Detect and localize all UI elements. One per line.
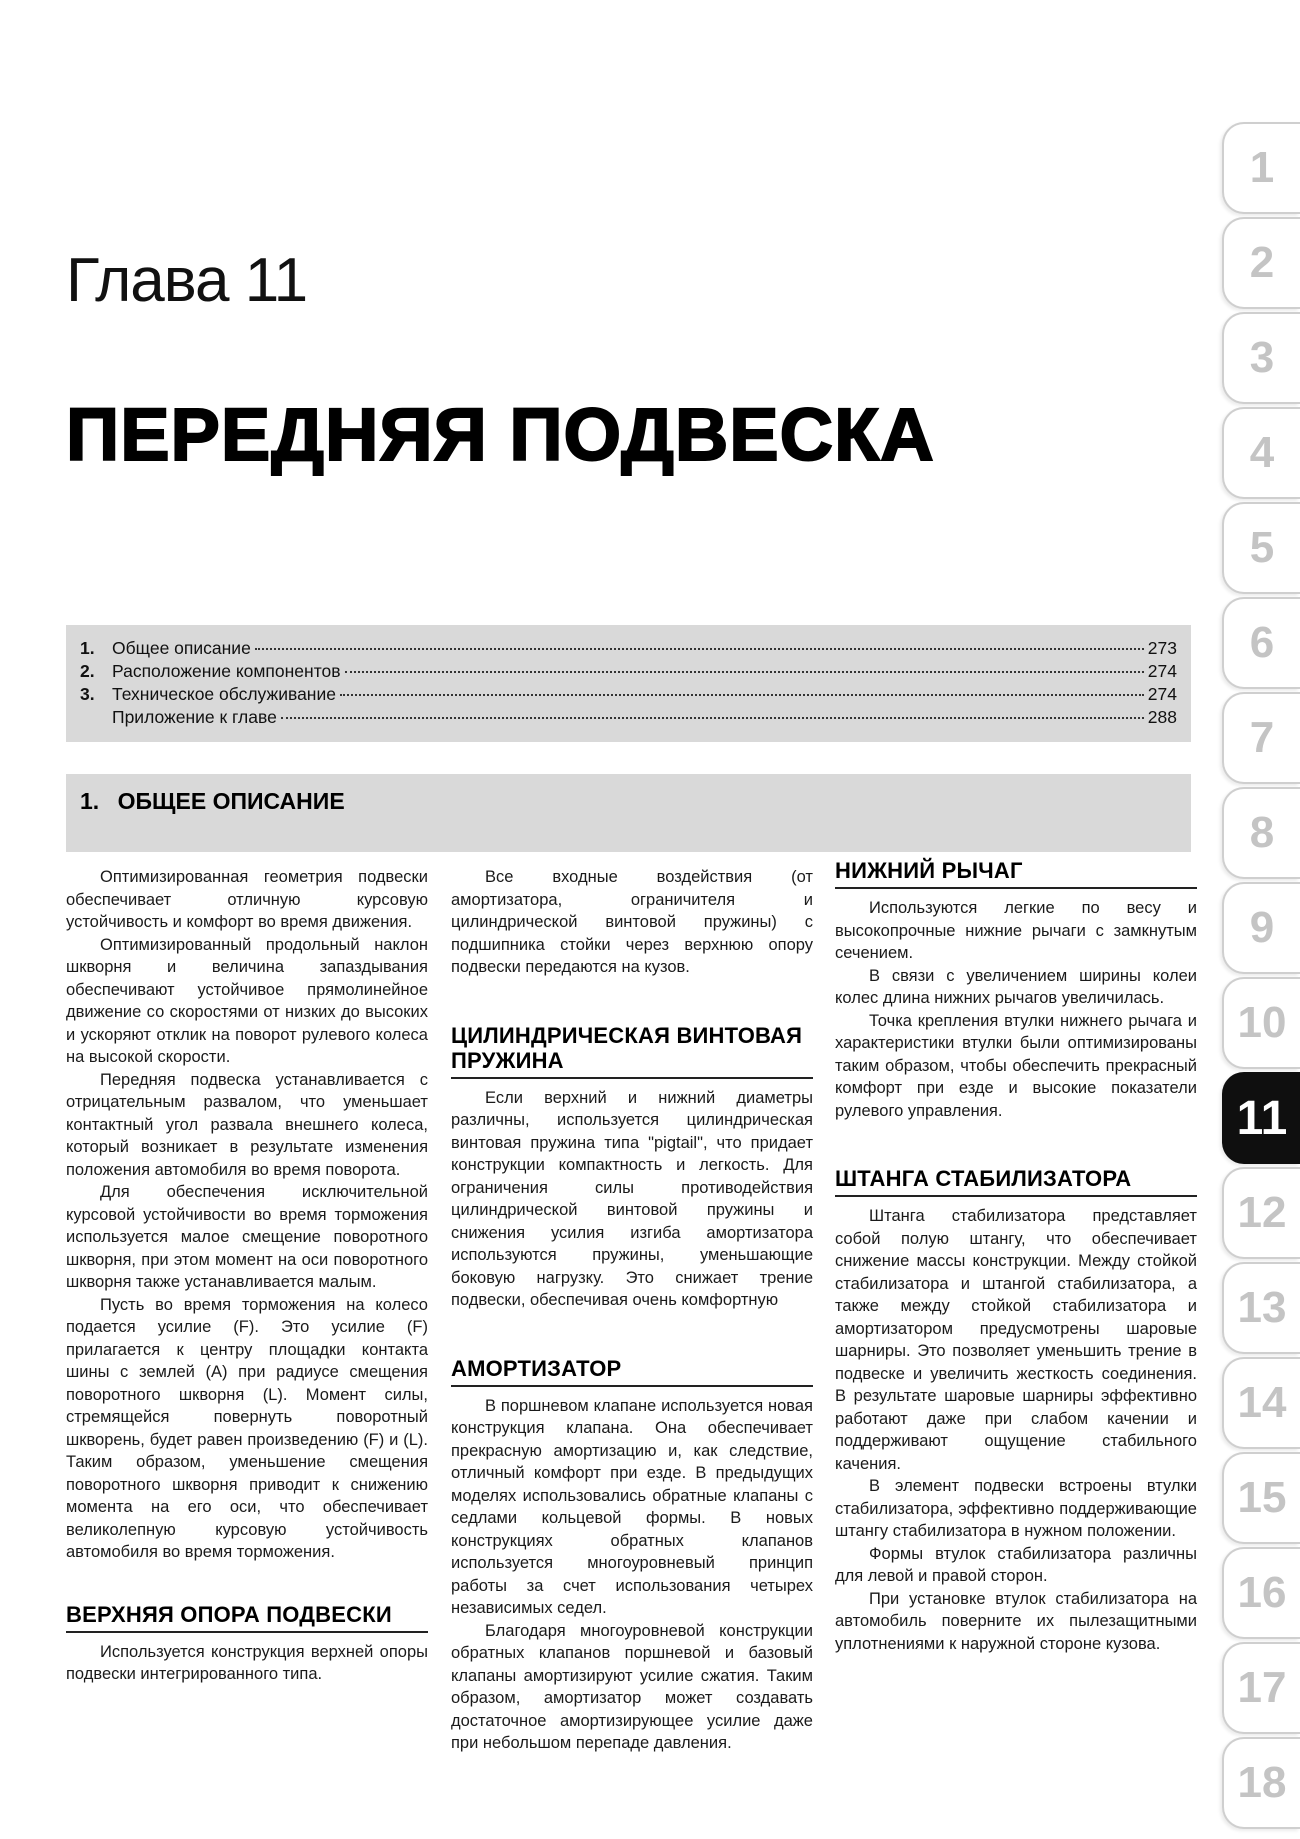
chapter-tab-8[interactable]: 8 [1222,787,1300,879]
chapter-tab-12[interactable]: 12 [1222,1167,1300,1259]
chapter-title: ПЕРЕДНЯЯ ПОДВЕСКА [66,393,935,476]
chapter-tab-7[interactable]: 7 [1222,692,1300,784]
paragraph: Оптимизированная геометрия подвески обеспечивает отличную курсовую устойчивость и комфорт во время движения. [66,868,428,931]
paragraph: В элемент подвески встроены втулки стабилизатора, эффективно поддерживающие штангу стабилизатора в нужном положении. [835,1477,1197,1540]
chapter-tab-6[interactable]: 6 [1222,597,1300,689]
section-title: ОБЩЕЕ ОПИСАНИЕ [117,788,345,814]
toc-item-page: 273 [1147,638,1177,658]
paragraph: Формы втулок стабилизатора различны для левой и правой сторон. [835,1544,1197,1585]
chapter-tab-3[interactable]: 3 [1222,312,1300,404]
chapter-tab-16[interactable]: 16 [1222,1547,1300,1639]
paragraph: Передняя подвеска устанавливается с отрицательным развалом, что уменьшает контактный угол развала внешнего колеса, который возникает в результате изменения положения автомобиля во время поворота. [66,1070,428,1179]
chapter-label: Глава 11 [66,246,308,315]
toc-item-number: 1. [80,638,95,658]
paragraph: Используются легкие по весу и высокопрочные нижние рычаги с замкнутым сечением. [835,899,1197,962]
toc-leader-dots [345,671,1144,673]
toc-item-label: Техническое обслуживание [112,684,336,704]
paragraph: Точка крепления втулки нижнего рычага и характеристики втулки были оптимизированы таким образом, чтобы обеспечить прекрасный комфорт при езде и высокие показатели рулевого управления. [835,1011,1197,1120]
toc-item-number: 2. [80,661,95,681]
toc-leader-dots [255,648,1144,650]
subheading-lower-arm: НИЖНИЙ РЫЧАГ [835,858,1197,889]
paragraph: При установке втулок стабилизатора на автомобиль поверните их пылезащитными уплотнениями к наружной стороне кузова. [835,1589,1197,1653]
paragraph: Все входные воздействия (от амортизатора, ограничителя и цилиндрической винтовой пружины) с подшипника стойки через верхнюю опору подвески передаются на кузов. [451,868,813,976]
toc-item-1[interactable] [80,637,1177,660]
chapter-tab-13[interactable]: 13 [1222,1262,1300,1354]
subheading-coil-spring: ЦИЛИНДРИЧЕСКАЯ ВИНТОВАЯ ПРУЖИНА [451,1023,813,1079]
chapter-tab-15[interactable]: 15 [1222,1452,1300,1544]
toc-item-2[interactable] [80,660,1177,683]
section-header [66,774,1191,852]
chapter-tab-10[interactable]: 10 [1222,977,1300,1069]
paragraph: В связи с увеличением ширины колеи колес длина нижних рычагов увеличилась. [835,966,1197,1007]
chapter-tab-9[interactable]: 9 [1222,882,1300,974]
paragraph: Используется конструкция верхней опоры подвески интегрированного типа. [66,1642,428,1683]
paragraph: Для обеспечения исключительной курсовой устойчивости во время торможения используется малое смещение поворотного шкворня, при этом момент на оси поворотного шкворня также устанавливается малым. [66,1183,428,1291]
chapter-tab-14[interactable]: 14 [1222,1357,1300,1449]
chapter-tab-17[interactable]: 17 [1222,1642,1300,1734]
toc-item-label: Расположение компонентов [112,661,341,681]
chapter-tab-5[interactable]: 5 [1222,502,1300,594]
chapter-tab-1[interactable]: 1 [1222,122,1300,214]
text-column-3 [835,858,1197,1655]
paragraph: Оптимизированный продольный наклон шкворня и величина запаздывания обеспечивают устойчивое прямолинейное движение со скоростями от низких до высоких и ускоряют отклик на поворот рулевого колеса на высокой скорости. [66,935,428,1066]
toc-item-page: 274 [1147,684,1177,704]
toc-item-3[interactable] [80,683,1177,706]
subheading-stabilizer-bar: ШТАНГА СТАБИЛИЗАТОРА [835,1166,1197,1197]
chapter-tab-18[interactable]: 18 [1222,1737,1300,1829]
paragraph: В поршневом клапане используется новая конструкция клапана. Она обеспечивает прекрасную амортизацию и, как следствие, отличный комфорт при езде. В предыдущих моделях использовались обратные клапаны с седлами кольцевой формы. В новых конструкциях обратных клапанов используется многоуровневый принцип работы за счет использования четырех независимых седел. [451,1396,813,1617]
toc-item-label: Приложение к главе [112,707,277,727]
toc-item-page: 288 [1147,707,1177,727]
subheading-shock-absorber: АМОРТИЗАТОР [451,1356,813,1387]
chapter-tabs [1222,122,1300,1832]
toc-item-number: 3. [80,684,95,704]
toc-item-label: Общее описание [112,638,251,658]
toc-item-appendix[interactable] [80,706,1177,729]
toc-item-page: 274 [1147,661,1177,681]
toc-leader-dots [281,717,1144,719]
subheading-upper-mount: ВЕРХНЯЯ ОПОРА ПОДВЕСКИ [66,1602,428,1633]
text-column-1 [66,866,428,1686]
paragraph: Если верхний и нижний диаметры различны, используется цилиндрическая винтовая пружина типа "pigtail", что придает конструкции компактность и легкость. Для ограничения силы противодействия цилиндрической винтовой пружины и снижения усилия изгиба амортизатора используются пружины, уменьшающие боковую нагрузку. Это снижает трение подвески, обеспечивая очень комфортную [451,1088,813,1309]
paragraph: Благодаря многоуровневой конструкции обратных клапанов поршневой и базовый клапаны амортизируют усилие сжатия. Таким образом, амортизатор может создавать достаточное амортизирующее усилие даже при небольшом перепаде давления. [451,1621,813,1752]
chapter-tab-11-active[interactable]: 11 [1222,1072,1300,1164]
table-of-contents [66,625,1191,742]
text-column-2 [451,866,813,1755]
section-number: 1. [80,788,100,814]
chapter-tab-2[interactable]: 2 [1222,217,1300,309]
paragraph: Пусть во время торможения на колесо подается усилие (F). Это усилие (F) прилагается к центру площадки контакта шины с землей (A) при радиусе смещения поворотного шкворня (L). Момент силы, стремящейся повернуть поворотный шкворень, будет равен произведению (F) и (L). Таким образом, уменьшение смещения поворотного шкворня приводит к снижению момента на его оси, что обеспечивает великолепную курсовую устойчивость автомобиля во время торможения. [66,1295,428,1561]
toc-leader-dots [340,694,1144,696]
chapter-tab-4[interactable]: 4 [1222,407,1300,499]
paragraph: Штанга стабилизатора представляет собой полую штангу, что обеспечивает снижение массы конструкции. Между стойкой стабилизатора и штангой стабилизатора, а также между стойкой стабилизатора и амортизатором предусмотрены шаровые шарниры. Это позволяет уменьшить трение в подвеске и увеличить жесткость соединения. В результате шаровые шарниры эффективно работают даже при слабом качении и поддерживают ощущение стабильного качения. [835,1207,1197,1473]
